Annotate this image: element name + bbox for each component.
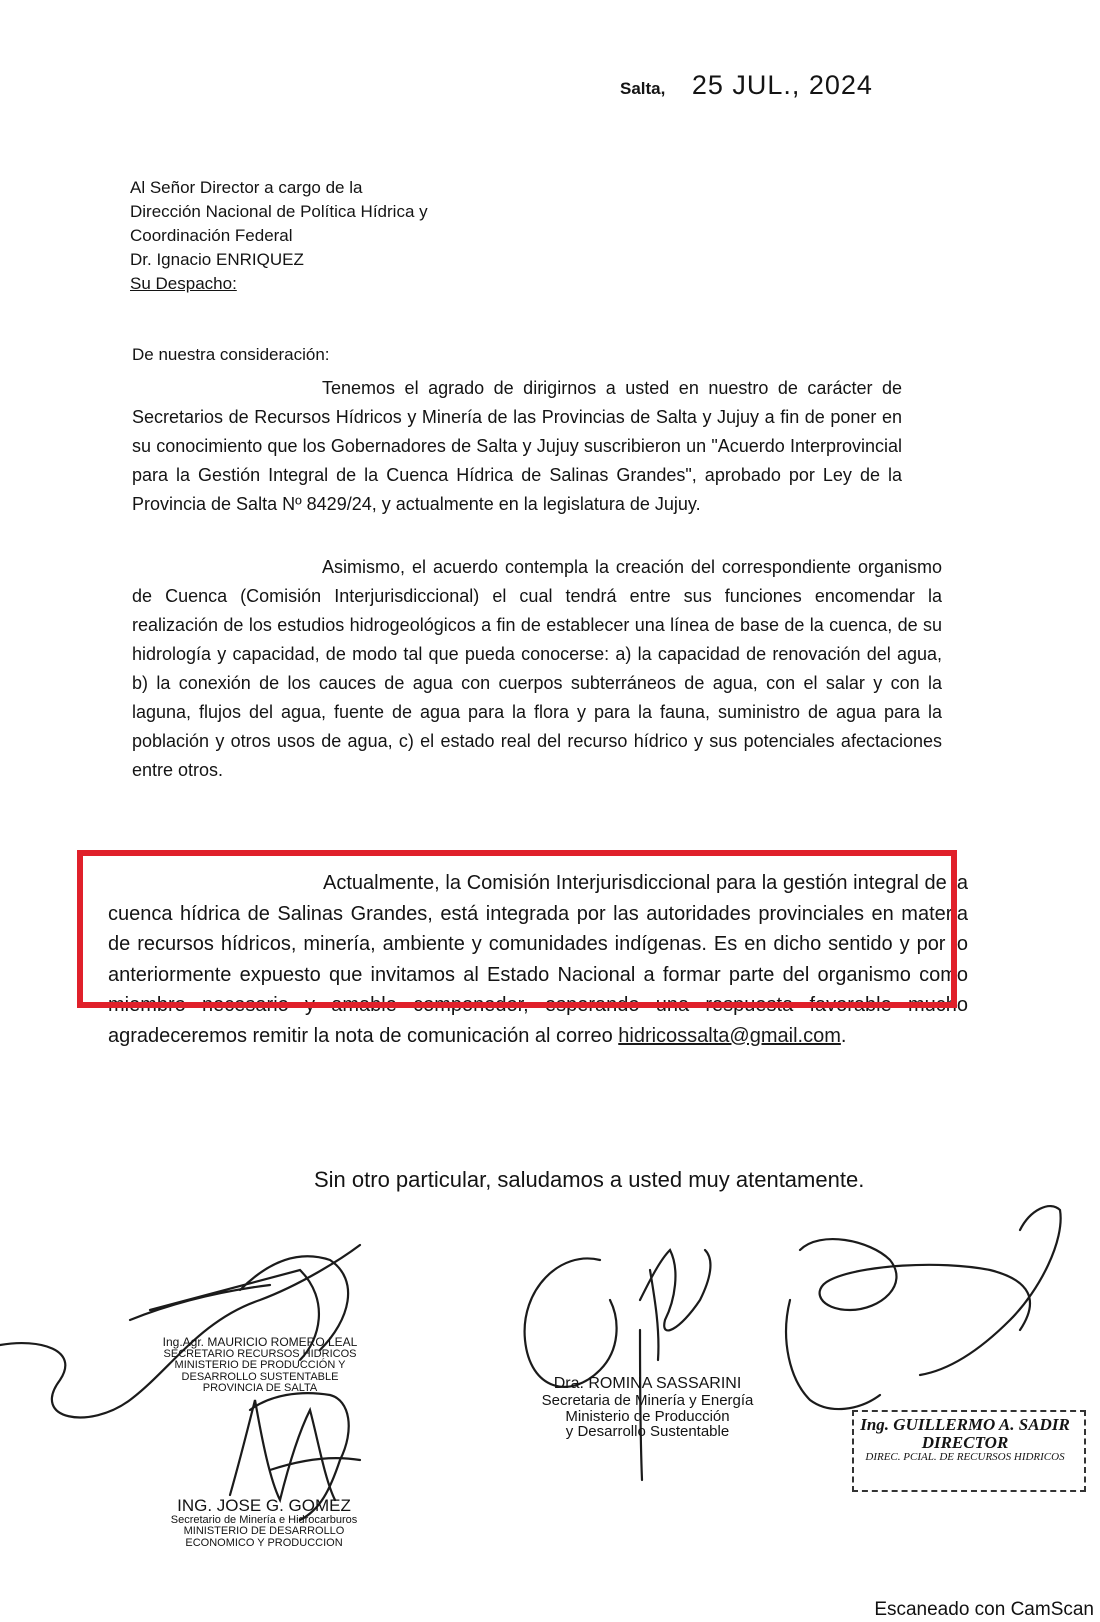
addressee-name: Dr. Ignacio ENRIQUEZ <box>130 250 304 269</box>
addressee-line: Coordinación Federal <box>130 226 293 245</box>
signature-3-ministry: Ministerio de Producción <box>565 1407 730 1425</box>
addressee-line: Dirección Nacional de Política Hídrica y <box>130 202 428 221</box>
signature-1 <box>140 1336 380 1395</box>
date-value: 25 JUL., 2024 <box>691 70 873 100</box>
signature-4-name: Ing. GUILLERMO A. SADIR <box>860 1415 1070 1434</box>
date-city: Salta, <box>620 79 666 98</box>
signature-2-ministry-2: ECONOMICO Y PRODUCCION <box>185 1536 343 1549</box>
paragraph-1: Tenemos el agrado de dirigirnos a usted en nuestro de carácter de Secretarios de Recursos Hídricos y Minería de las Provincias de Salta y Jujuy a fin de poner en su conocimiento que los Gobernadores de Salta y Jujuy suscribieron un "Acuerdo Interprovincial para la Gestión Integral de la Cuenca Hídrica de Salinas Grandes", aprobado por Ley de la Provincia de Salta Nº 8429/24, y actualmente en la legislatura de Jujuy. <box>132 378 902 514</box>
addressee-despacho: Su Despacho: <box>130 274 237 293</box>
signature-4-department: DIREC. PCIAL. DE RECURSOS HIDRICOS <box>865 1450 1065 1463</box>
signature-3 <box>520 1376 775 1440</box>
signature-1-ministry: MINISTERIO DE PRODUCCIÓN Y DESARROLLO SUSTENTABLE <box>174 1359 346 1383</box>
signature-3-name: Dra. ROMINA SASSARINI <box>553 1375 742 1392</box>
paragraph-3-text: Actualmente, la Comisión Interjurisdiccional para la gestión integral de la cuenca hídrica de Salinas Grandes, está integrada por las autoridades provinciales en materia de recursos hídricos, minería, ambiente y comunidades indígenas. Es en dicho sentido y por lo anteriormente expuesto que invitamos al Estado Nacional a formar parte del organismo como miembro necesario y amable componedor, esperando una respuesta favorable mucho agradeceremos remitir la nota de comunicación al correo <box>108 872 968 1047</box>
scanner-watermark: Escaneado con CamScan <box>874 1599 1094 1620</box>
signature-2-name: ING. JOSE G. GOMEZ <box>177 1496 351 1515</box>
addressee-line: Al Señor Director a cargo de la <box>130 178 363 197</box>
email-link[interactable]: hidricossalta@gmail.com <box>618 1024 841 1047</box>
signature-2 <box>144 1497 384 1549</box>
signature-3-role: Secretaria de Minería y Energía <box>541 1391 754 1409</box>
closing-line: Sin otro particular, saludamos a usted muy atentamente. <box>314 1167 865 1192</box>
signature-1-name: Ing.Agr. MAURICIO ROMERO LEAL <box>162 1335 358 1349</box>
signature-4 <box>850 1416 1080 1463</box>
signature-2-ministry: MINISTERIO DE DESARROLLO <box>183 1525 345 1538</box>
greeting: De nuestra consideración: <box>132 345 330 364</box>
signature-3-ministry-2: y Desarrollo Sustentable <box>565 1423 730 1441</box>
signature-1-province: PROVINCIA DE SALTA <box>202 1382 318 1395</box>
paragraph-3-end: . <box>840 1024 847 1047</box>
signature-2-role: Secretario de Minería e Hidrocarburos <box>170 1513 358 1526</box>
signature-1-role: SECRETARIO RECURSOS HIDRICOS <box>163 1347 357 1360</box>
paragraph-2: Asimismo, el acuerdo contempla la creación del correspondiente organismo de Cuenca (Comisión Interjurisdiccional) el cual tendrá entre sus funciones encomendar la realización de los estudios hidrogeológicos a fin de establecer una línea de base de la cuenca, de su hidrología y capacidad, de modo tal que pueda conocerse: a) la capacidad de renovación del agua, b) la conexión de los cauces de agua con cuerpos subterráneos de agua, con el salar y con la laguna, flujos del agua, fuente de agua para la flora y para la fauna, suministro de agua para la población y otros usos de agua, c) el estado real del recurso hídrico y sus potenciales afectaciones entre otros. <box>132 557 942 780</box>
signature-4-role: DIRECTOR <box>921 1432 1009 1452</box>
